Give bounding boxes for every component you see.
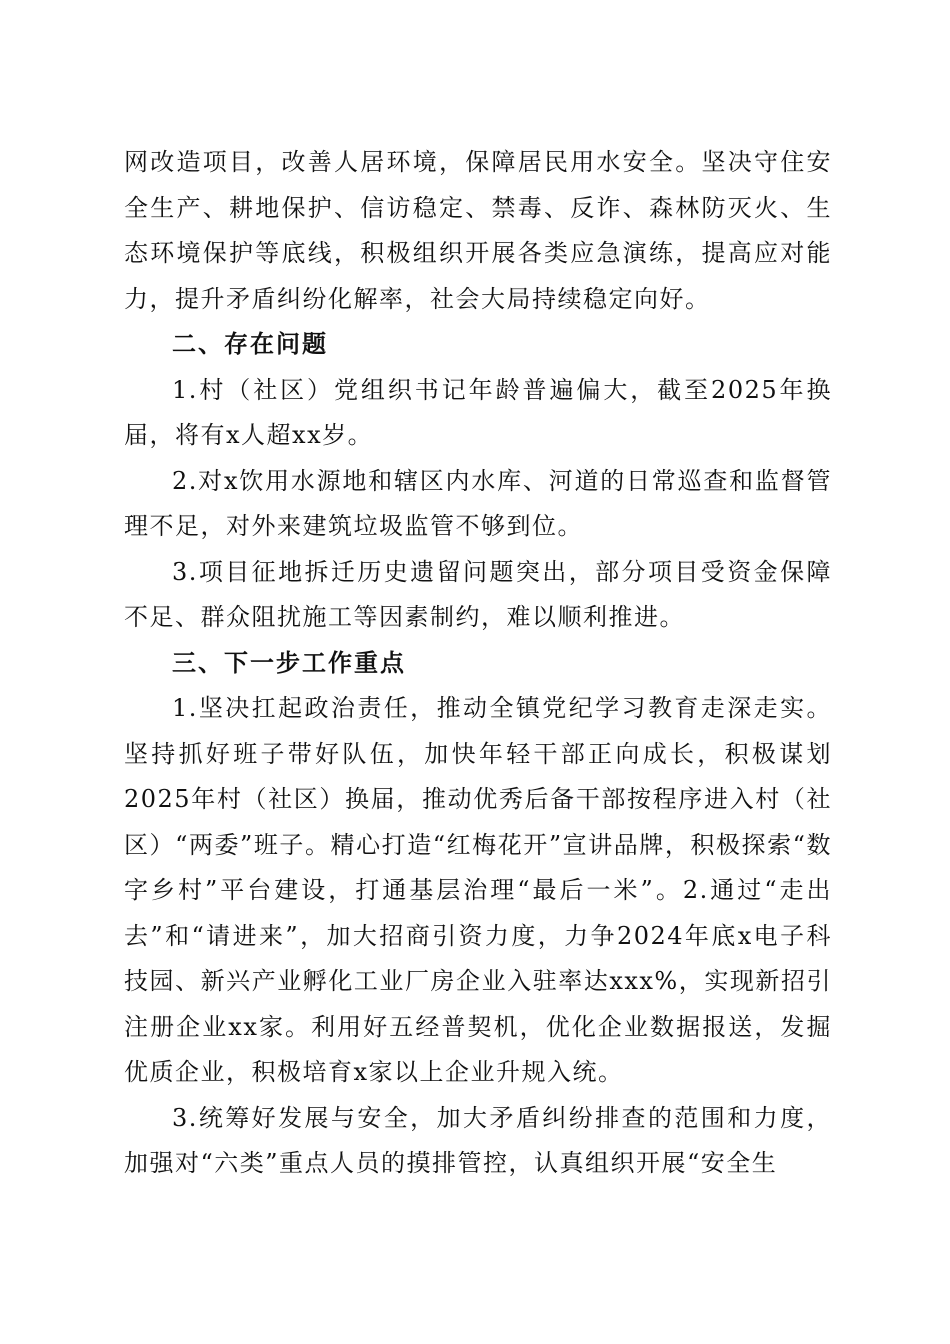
next-steps-heading: 三、下一步工作重点	[172, 648, 406, 677]
problems-heading: 二、存在问题	[172, 330, 328, 358]
problem-item-2: 2.对x饮用水源地和辖区内水库、河道的日常巡查和监督管理不足，对外来建筑垃圾监管不够到位。	[124, 466, 832, 540]
intro-paragraph: 网改造项目，改善人居环境，保障居民用水安全。坚决守住安全生产、耕地保护、信访稳定、禁毒、反诈、森林防灭火、生态环境保护等底线，积极组织开展各类应急演练，提高应对能力，提升矛盾纠纷化解率，社会大局持续稳定向好。	[124, 148, 832, 313]
problem-item-1: 1.村（社区）党组织书记年龄普遍偏大，截至2025年换届，将有x人超xx岁。	[124, 375, 832, 449]
next-step-item-3: 3.统筹好发展与安全，加大矛盾纠纷排查的范围和力度，加强对“六类”重点人员的摸排管控，认真组织开展“安全生	[124, 1103, 832, 1177]
next-step-item-1-2: 1.坚决扛起政治责任，推动全镇党纪学习教育走深走实。坚持抓好班子带好队伍，加快年轻干部正向成长，积极谋划2025年村（社区）换届，推动优秀后备干部按程序进入村（社区）“两委”班子。精心打造“红梅花开”宣讲品牌，积极探索“数字乡村”平台建设，打通基层治理“最后一米”。2.通过“走出去”和“请进来”，加大招商引资力度，力争2024年底x电子科技园、新兴产业孵化工业厂房企业入驻率达xxx%，实现新招引注册企业xx家。利用好五经普契机，优化企业数据报送，发掘优质企业，积极培育x家以上企业升规入统。	[124, 694, 832, 1086]
document-body	[124, 140, 832, 1187]
problem-item-3: 3.项目征地拆迁历史遗留问题突出，部分项目受资金保障不足、群众阻扰施工等因素制约，难以顺利推进。	[124, 557, 832, 631]
